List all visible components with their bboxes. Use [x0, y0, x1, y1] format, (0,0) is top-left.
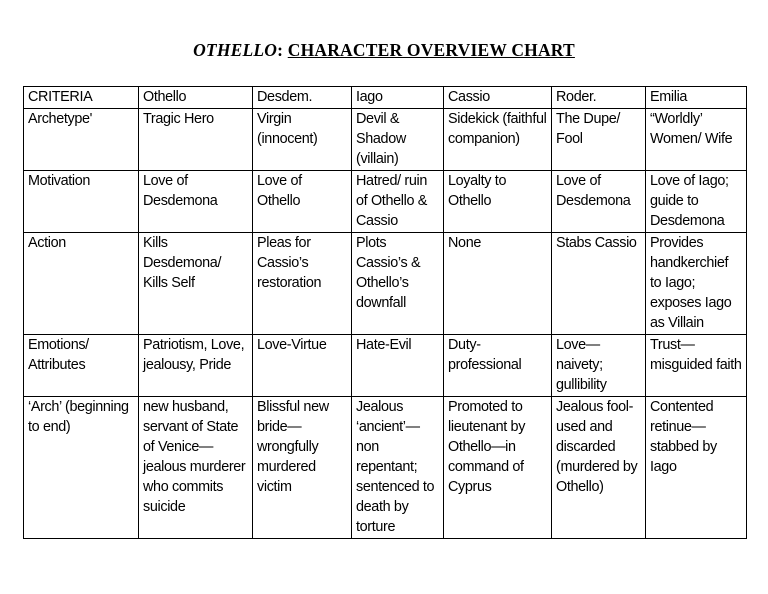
table-cell: Love of Iago; guide to Desdemona	[646, 171, 747, 233]
table-cell: Jealous fool-used and discarded (murdered by Othello)	[552, 397, 646, 539]
table-cell: Sidekick (faithful companion)	[444, 109, 552, 171]
table-cell: Tragic Hero	[139, 109, 253, 171]
table-cell: Devil & Shadow (villain)	[352, 109, 444, 171]
table-cell: Virgin (innocent)	[253, 109, 352, 171]
table-cell: Love-Virtue	[253, 335, 352, 397]
table-cell: Kills Desdemona/ Kills Self	[139, 233, 253, 335]
row-label: Motivation	[24, 171, 139, 233]
row-label: Action	[24, 233, 139, 335]
row-label: Archetype'	[24, 109, 139, 171]
row-label: Emotions/ Attributes	[24, 335, 139, 397]
header-cell-iago: Iago	[352, 87, 444, 109]
table-cell: Stabs Cassio	[552, 233, 646, 335]
table-cell: Loyalty to Othello	[444, 171, 552, 233]
table-cell: Contented retinue— stabbed by Iago	[646, 397, 747, 539]
header-cell-criteria: CRITERIA	[24, 87, 139, 109]
table-row	[24, 171, 747, 233]
table-cell: Love of Desdemona	[139, 171, 253, 233]
table-cell: The Dupe/ Fool	[552, 109, 646, 171]
table-cell: Love of Othello	[253, 171, 352, 233]
table-row	[24, 397, 747, 539]
table-cell: Pleas for Cassio’s restoration	[253, 233, 352, 335]
header-row	[24, 87, 747, 109]
table-cell: new husband, servant of State of Venice— jealous murderer who commits suicide	[139, 397, 253, 539]
table-cell: Plots Cassio’s & Othello’s downfall	[352, 233, 444, 335]
table-row	[24, 109, 747, 171]
table-cell: Love of Desdemona	[552, 171, 646, 233]
header-cell-roderigo: Roder.	[552, 87, 646, 109]
header-cell-emilia: Emilia	[646, 87, 747, 109]
page-title	[0, 40, 768, 61]
table-cell: Love— naivety; gullibility	[552, 335, 646, 397]
table-row	[24, 233, 747, 335]
row-label: ‘Arch’ (beginning to end)	[24, 397, 139, 539]
title-work-name: OTHELLO	[193, 40, 278, 60]
table-cell: Hate-Evil	[352, 335, 444, 397]
table-cell: Duty-professional	[444, 335, 552, 397]
character-overview-table	[23, 86, 747, 539]
title-separator: :	[277, 40, 284, 60]
table-cell: Patriotism, Love, jealousy, Pride	[139, 335, 253, 397]
table-cell: Blissful new bride— wrongfully murdered victim	[253, 397, 352, 539]
table-cell: None	[444, 233, 552, 335]
table-cell: Jealous ‘ancient’— non repentant; sentenced to death by torture	[352, 397, 444, 539]
header-cell-cassio: Cassio	[444, 87, 552, 109]
header-cell-othello: Othello	[139, 87, 253, 109]
header-cell-desdemona: Desdem.	[253, 87, 352, 109]
title-chart-name: CHARACTER OVERVIEW CHART	[287, 40, 575, 60]
table-cell: Trust— misguided faith	[646, 335, 747, 397]
table-row	[24, 335, 747, 397]
table-cell: Promoted to lieutenant by Othello—in command of Cyprus	[444, 397, 552, 539]
table-cell: Hatred/ ruin of Othello & Cassio	[352, 171, 444, 233]
table-cell: Provides handkerchief to Iago; exposes Iago as Villain	[646, 233, 747, 335]
table-cell: “Worldly’ Women/ Wife	[646, 109, 747, 171]
